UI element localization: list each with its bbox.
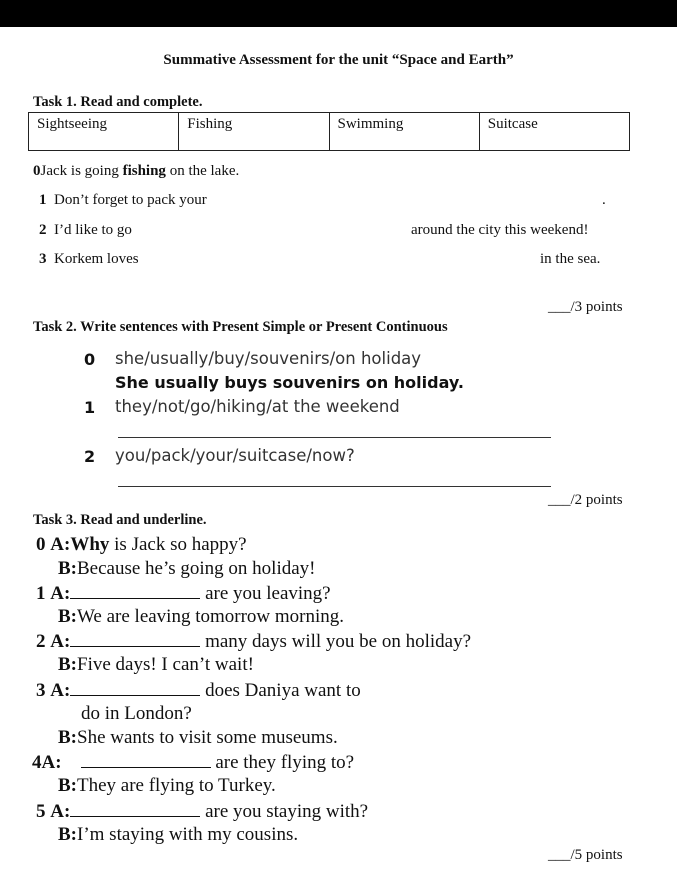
question-text: many days will you be on holiday? bbox=[205, 631, 472, 652]
task3-question bbox=[32, 751, 354, 774]
task3-points bbox=[548, 847, 623, 864]
points-blank: ___ bbox=[548, 492, 571, 508]
item-text: Don’t forget to pack your bbox=[54, 192, 207, 208]
answer-blank[interactable] bbox=[70, 679, 200, 696]
task1-item-end: . bbox=[602, 192, 606, 208]
item-number: 1 bbox=[39, 192, 47, 208]
item-number: 0 bbox=[84, 350, 96, 369]
speaker-label: A: bbox=[50, 631, 71, 652]
task3-answer bbox=[58, 775, 276, 797]
task3-question bbox=[36, 800, 368, 823]
speaker-label: A: bbox=[50, 583, 71, 604]
example-text-pre: Jack is going bbox=[40, 163, 123, 179]
speaker-label: A: bbox=[50, 801, 71, 822]
word-bank-cell: Suitcase bbox=[487, 116, 538, 132]
speaker-label: A: bbox=[50, 680, 71, 701]
points-label: /2 points bbox=[570, 492, 623, 508]
task3-answer bbox=[58, 654, 254, 676]
task1-item bbox=[39, 251, 139, 268]
task1-item bbox=[39, 192, 207, 209]
speaker-label: A: bbox=[50, 534, 71, 555]
task1-points bbox=[548, 299, 623, 316]
task2-example-answer: She usually buys souvenirs on holiday. bbox=[115, 373, 464, 392]
answer-text: She wants to visit some museums. bbox=[77, 727, 338, 748]
answer-blank[interactable] bbox=[70, 800, 200, 817]
task1-example bbox=[33, 163, 239, 180]
speaker-label: B: bbox=[58, 775, 77, 796]
word-bank-cell: Sightseeing bbox=[29, 113, 179, 150]
task2-heading: Task 2. Write sentences with Present Simple or Present Continuous bbox=[33, 319, 448, 335]
answer-blank[interactable] bbox=[81, 751, 211, 768]
item-number: 3 bbox=[36, 680, 46, 701]
task3-question bbox=[36, 534, 247, 556]
points-blank: ___ bbox=[548, 847, 571, 863]
word-bank-cell: Fishing bbox=[179, 113, 329, 150]
item-number: 4A: bbox=[32, 752, 62, 773]
item-number: 5 bbox=[36, 801, 46, 822]
question-text: does Daniya want to bbox=[205, 680, 361, 701]
item-number: 0 bbox=[36, 534, 46, 555]
task3-answer bbox=[58, 606, 344, 628]
answer-blank[interactable] bbox=[70, 582, 200, 599]
example-text-post: on the lake. bbox=[165, 163, 240, 179]
answer-text: Because he’s going on holiday! bbox=[77, 558, 316, 579]
task2-prompt: you/pack/your/suitcase/now? bbox=[115, 446, 355, 465]
speaker-label: B: bbox=[58, 727, 77, 748]
task1-heading: Task 1. Read and complete. bbox=[33, 94, 203, 110]
question-continuation: do in London? bbox=[81, 703, 192, 724]
question-text: are you staying with? bbox=[205, 801, 369, 822]
answer-text: We are leaving tomorrow morning. bbox=[77, 606, 345, 627]
answer-text: Five days! I can’t wait! bbox=[77, 654, 254, 675]
task3-answer bbox=[58, 824, 298, 846]
answer-line[interactable] bbox=[118, 437, 551, 438]
item-number: 1 bbox=[84, 398, 96, 417]
points-label: /3 points bbox=[570, 299, 623, 315]
speaker-label: B: bbox=[58, 824, 77, 845]
task3-question bbox=[36, 582, 331, 605]
question-text: is Jack so happy? bbox=[109, 534, 247, 555]
question-text: are you leaving? bbox=[205, 583, 331, 604]
word-bank-table bbox=[28, 112, 630, 151]
task1-item-end: around the city this weekend! bbox=[411, 222, 589, 238]
item-number: 2 bbox=[84, 447, 96, 466]
page-title: Summative Assessment for the unit “Space and Earth” bbox=[163, 52, 514, 68]
word-bank-cell: Swimming bbox=[330, 113, 480, 150]
task3-question bbox=[36, 630, 471, 653]
item-text: I’d like to go bbox=[54, 222, 132, 238]
answer-line[interactable] bbox=[118, 486, 551, 487]
item-number: 2 bbox=[39, 222, 47, 238]
task1-item-end: in the sea. bbox=[540, 251, 601, 267]
item-number: 1 bbox=[36, 583, 46, 604]
item-number: 0 bbox=[33, 163, 41, 179]
task3-answer bbox=[58, 558, 316, 580]
speaker-label: B: bbox=[58, 654, 77, 675]
points-blank: ___ bbox=[548, 299, 571, 315]
task3-answer bbox=[58, 727, 338, 749]
example-answer: Why bbox=[70, 534, 110, 555]
task2-prompt: she/usually/buy/souvenirs/on holiday bbox=[115, 349, 422, 368]
task3-question bbox=[36, 679, 361, 702]
task2-prompt: they/not/go/hiking/at the weekend bbox=[115, 397, 400, 416]
question-text: are they flying to? bbox=[215, 752, 355, 773]
task2-points bbox=[548, 492, 623, 509]
item-number: 3 bbox=[39, 251, 47, 267]
speaker-label: B: bbox=[58, 558, 77, 579]
answer-text: They are flying to Turkey. bbox=[77, 775, 276, 796]
answer-text: I’m staying with my cousins. bbox=[77, 824, 299, 845]
example-answer: fishing bbox=[122, 163, 166, 179]
item-text: Korkem loves bbox=[54, 251, 139, 267]
task1-item bbox=[39, 222, 132, 239]
answer-blank[interactable] bbox=[70, 630, 200, 647]
points-label: /5 points bbox=[570, 847, 623, 863]
top-black-bar bbox=[0, 0, 677, 27]
task3-heading: Task 3. Read and underline. bbox=[33, 512, 207, 528]
speaker-label: B: bbox=[58, 606, 77, 627]
item-number: 2 bbox=[36, 631, 46, 652]
